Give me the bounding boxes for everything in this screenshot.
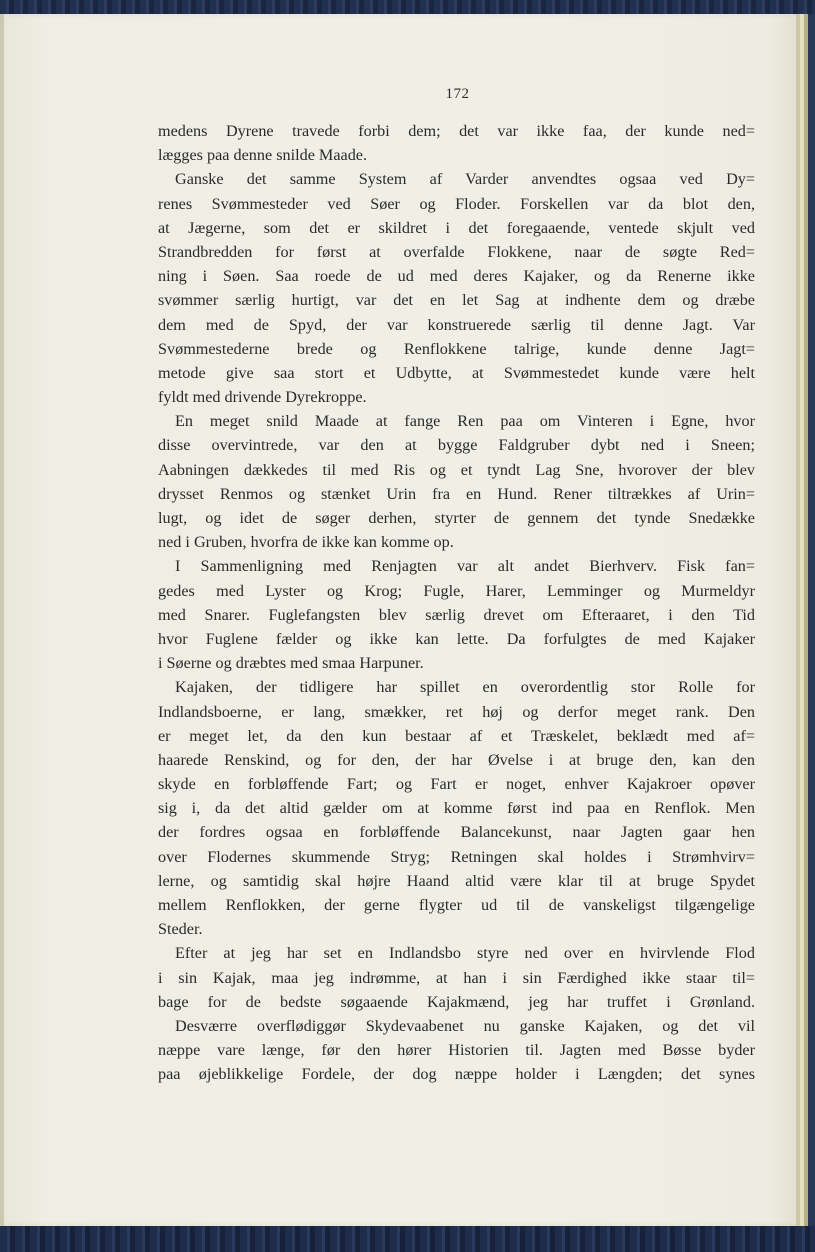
text-line: mellem Renflokken, der gerne flygter ud til de vanskeligst tilgængelige [158,896,755,914]
text-line: ned i Gruben, hvorfra de ikke kan komme op. [158,533,454,552]
text-line: ning i Søen. Saa roede de ud med deres Kajaker, og da Renerne ikke [158,267,755,286]
text-line: sig i, da det altid gælder om at komme først ind paa en Renflok. Men [158,799,755,818]
text-line: over Flodernes skummende Stryg; Retningen skal holdes i Strømhvirv= [158,847,755,866]
text-line: Strandbredden for først at overfalde Flokkene, naar de søgte Red= [158,242,755,261]
text-line: dem med de Spyd, der var konstruerede særlig til denne Jagt. Var [158,315,755,334]
text-line: Efter at jeg har set en Indlandsbo styre ned over en hvirvlende Flod [175,944,755,963]
text-line: lerne, og samtidig skal højre Haand altid være klar til at bruge Spydet [158,871,755,890]
text-line: svømmer særlig hurtigt, var det en let Sag at indhente dem og dræbe [158,291,755,310]
text-line: metode give saa stort et Udbytte, at Svømmestedet kunde være helt [158,363,755,382]
text-line: En meget snild Maade at fange Ren paa om Vinteren i Egne, hvor [175,412,755,431]
text-line: fyldt med drivende Dyrekroppe. [158,388,367,407]
text-line: lugt, og idet de søger derhen, styrter de gennem det tynde Snedække [158,509,755,527]
text-line: i sin Kajak, maa jeg indrømme, at han i sin Færdighed ikke staar til= [158,968,755,987]
text-line: drysset Renmos og stænket Urin fra en Hund. Rener tiltrækkes af Urin= [158,484,755,503]
text-line: skyde en forbløffende Fart; og Fart er noget, enhver Kajakroer opøver [158,775,755,794]
text-line: renes Svømmesteder ved Søer og Floder. Forskellen var da blot den, [158,194,755,213]
text-line: bage for de bedste søgaaende Kajakmænd, jeg har truffet i Grønland. [158,992,755,1011]
text-line: gedes med Lyster og Krog; Fugle, Harer, Lemminger og Murmeldyr [158,581,755,600]
text-line: lægges paa denne snilde Maade. [158,146,368,165]
text-line: disse overvintrede, var den at bygge Faldgruber dybt ned i Sneen; [158,436,755,455]
text-line: Svømmestederne brede og Renflokkene talrige, kunde denne Jagt= [158,339,755,358]
book-top-edge [0,0,815,14]
page-number: 172 [445,86,470,102]
book-bottom-edge [0,1226,815,1252]
book-right-edge [796,14,815,1226]
text-line: i Søerne og dræbtes med smaa Harpuner. [158,654,424,673]
text-line: paa øjeblikkelige Fordele, der dog næppe holder i Længden; det synes [158,1065,755,1084]
text-line: Desværre overflødiggør Skydevaabenet nu ganske Kajaken, og det vil [175,1016,755,1035]
text-line: med Snarer. Fuglefangsten blev særlig drevet om Efteraaret, i den Tid [158,605,755,624]
text-line: der fordres ogsaa en forbløffende Balancekunst, naar Jagten gaar hen [158,823,755,842]
text-line: næppe vare længe, før den hører Historien til. Jagten med Bøsse byder [158,1041,755,1060]
text-line: Aabningen dækkedes til med Ris og et tyndt Lag Sne, hvorover der blev [158,460,755,479]
body-text [158,119,755,1087]
text-line: hvor Fuglene fælder og ikke kan lette. Da forfulgtes de med Kajaker [158,629,755,648]
text-line: Indlandsboerne, er lang, smækker, ret høj og derfor meget rank. Den [158,702,755,721]
text-line: haarede Renskind, og for den, der har Øvelse i at bruge den, kan den [158,750,755,769]
text-line: er meget let, da den kun bestaar af et Træskelet, beklædt med af= [158,726,755,745]
text-line: Steder. [158,920,203,939]
text-line: Ganske det samme System af Varder anvendtes ogsaa ved Dy= [175,170,755,189]
text-line: I Sammenligning med Renjagten var alt andet Bierhverv. Fisk fan= [175,557,755,576]
text-line: at Jægerne, som det er skildret i det foregaaende, ventede skjult ved [158,218,755,237]
text-line: medens Dyrene travede forbi dem; det var ikke faa, der kunde ned= [158,122,755,140]
text-line: Kajaken, der tidligere har spillet en overordentlig stor Rolle for [175,678,755,697]
page-left-edge [0,14,4,1226]
